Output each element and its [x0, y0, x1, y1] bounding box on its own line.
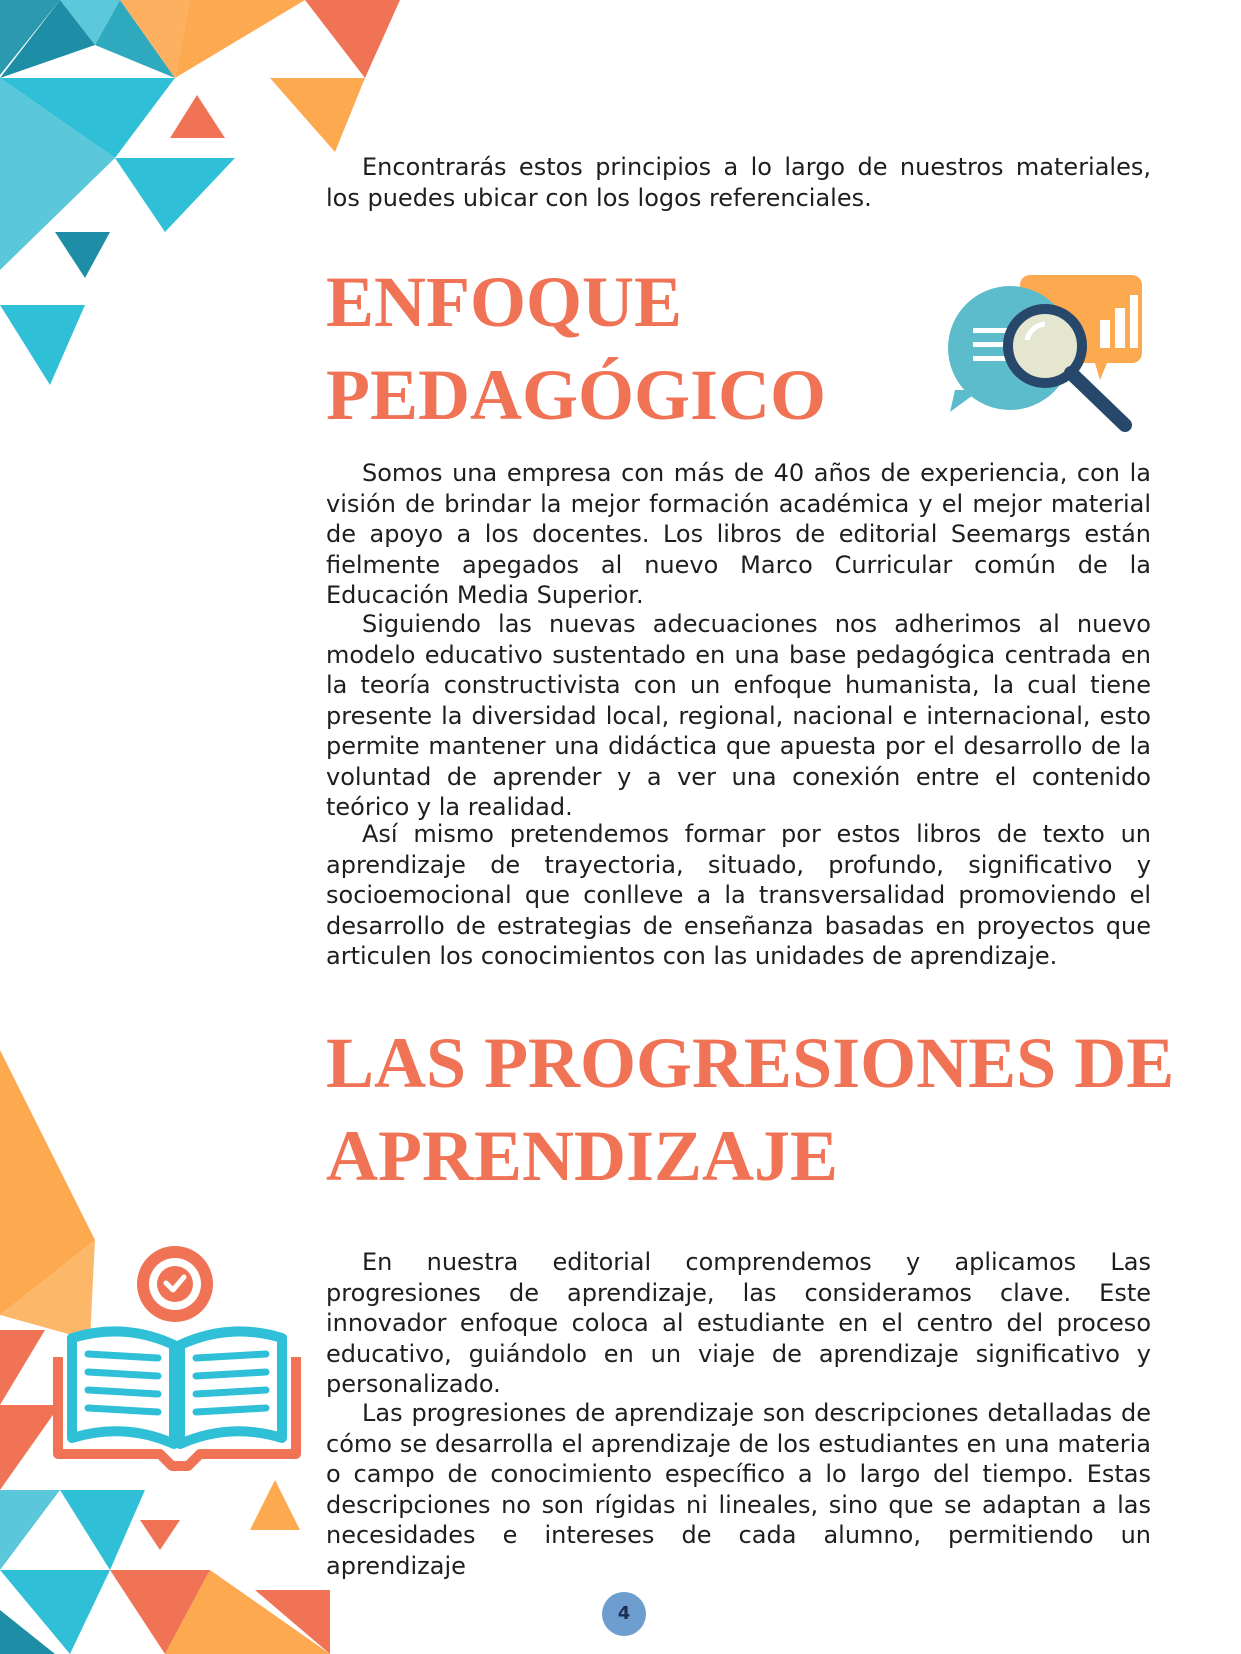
- heading-enfoque-pedagogico: ENFOQUE PEDAGÓGICO: [326, 262, 827, 435]
- enfoque-paragraph-2: Siguiendo las nuevas adecuaciones nos adherimos al nuevo modelo educativo sustentado en una base pedagógica centrada en la teoría constructivista con un enfoque humanista, la cual tiene presente la diversidad local, regional, nacional e internacional, esto permite mantener una didáctica que apuesta por el desarrollo de la voluntad de aprender y a ver una conexión entre el contenido teórico y la realidad.: [326, 610, 1151, 821]
- progresiones-paragraph-2: Las progresiones de aprendizaje son descripciones detalladas de cómo se desarrolla el aprendizaje de los estudiantes en una materia o campo de conocimiento específico a lo largo del tiempo. Estas descripciones no son rígidas ni lineales, sino que se adaptan a las necesidades e intereses de cada alumno, permitiendo un aprendizaje: [326, 1399, 1151, 1580]
- heading-progresiones-aprendizaje: LAS PROGRESIONES DE APRENDIZAJE: [326, 1023, 1175, 1196]
- enfoque-paragraph-1: Somos una empresa con más de 40 años de experiencia, con la visión de brindar la mejor formación académica y el mejor material de apoyo a los docentes. Los libros de editorial Seemargs están fielmente apegados al nuevo Marco Curricular común de la Educación Media Superior.: [326, 459, 1151, 609]
- page-number-badge: 4: [602, 1592, 646, 1636]
- chat-bubbles-magnifier-icon: [945, 270, 1145, 440]
- open-book-target-icon: [50, 1242, 302, 1472]
- enfoque-paragraph-3: Así mismo pretendemos formar por estos libros de texto un aprendizaje de trayectoria, situado, profundo, significativo y socioemocional que conlleve a la transversalidad promoviendo el desarrollo de estrategias de enseñanza basadas en proyectos que articulen los conocimientos con las unidades de aprendizaje.: [326, 820, 1151, 970]
- progresiones-paragraph-1: En nuestra editorial comprendemos y aplicamos Las progresiones de aprendizaje, las consideramos clave. Este innovador enfoque coloca al estudiante en el centro del proceso educativo, guiándolo en un viaje de aprendizaje significativo y personalizado.: [326, 1248, 1151, 1398]
- intro-paragraph: Encontrarás estos principios a lo largo de nuestros materiales, los puedes ubicar con los logos referenciales.: [326, 153, 1151, 212]
